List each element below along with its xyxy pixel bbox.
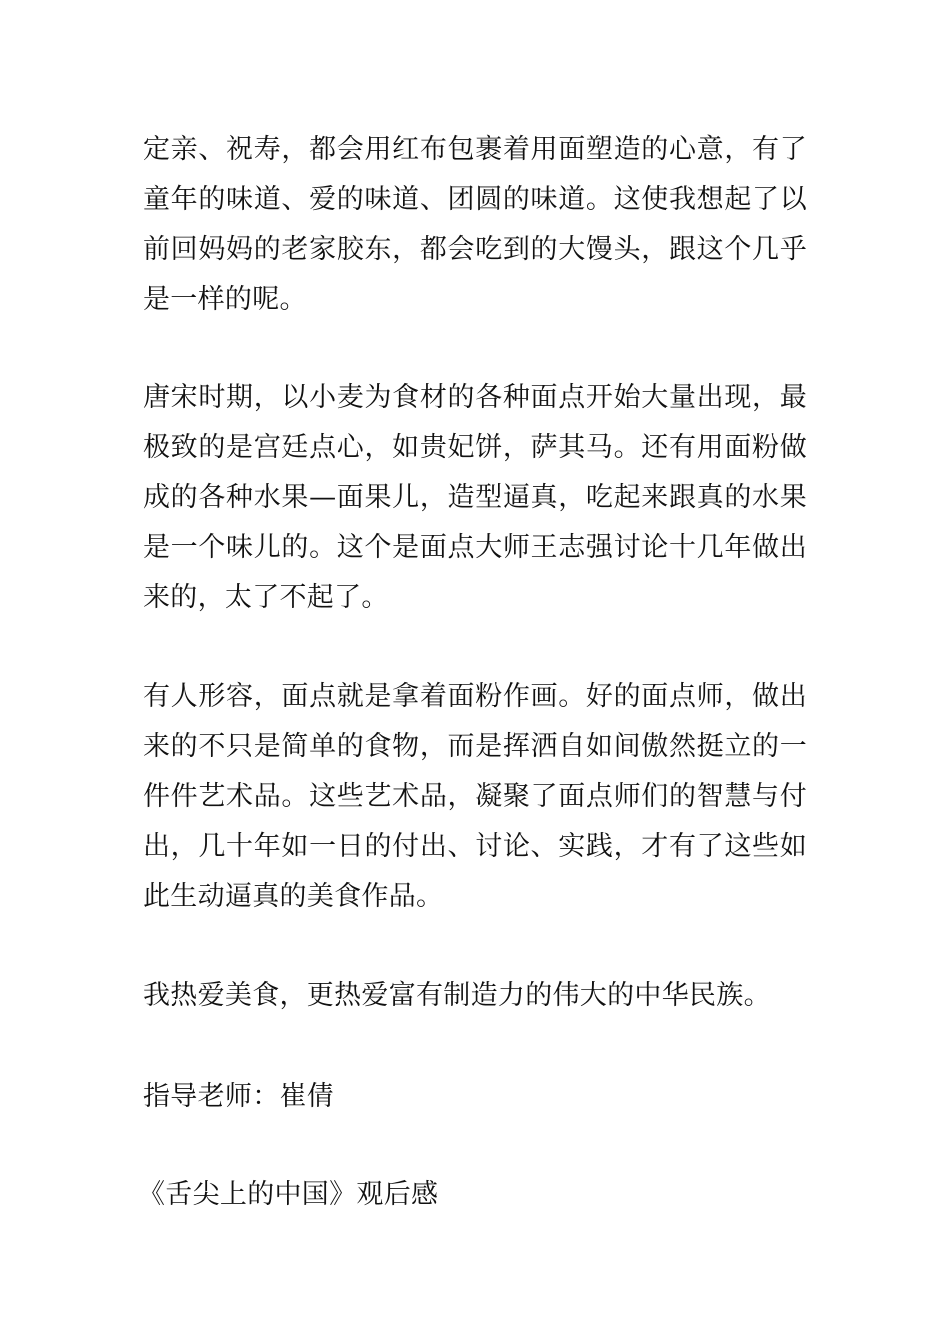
next-article-title: 《舌尖上的中国》观后感 [138, 1179, 439, 1210]
paragraph-2: 唐宋时期，以小麦为食材的各种面点开始大量出现，最极致的是宫廷点心，如贵妃饼，萨其马。还有用面粉做成的各种水果—面果儿，造型逼真，吃起来跟真的水果是一个味儿的。这个是面点大师王志强讨论十几年做出来的，太了不起了。 [143, 382, 807, 613]
paragraph-1: 定亲、祝寿，都会用红布包裹着用面塑造的心意，有了童年的味道、爱的味道、团圆的味道。这使我想起了以前回妈妈的老家胶东，都会吃到的大馒头，跟这个几乎是一样的呢。 [143, 134, 807, 315]
paragraph-3: 有人形容，面点就是拿着面粉作画。好的面点师，做出来的不只是简单的食物，而是挥洒自如间傲然挺立的一件件艺术品。这些艺术品，凝聚了面点师们的智慧与付出，几十年如一日的付出、讨论、实践，才有了这些如此生动逼真的美食作品。 [143, 681, 807, 912]
advisor-line: 指导老师：崔倩 [143, 1081, 335, 1112]
paragraph-4: 我热爱美食，更热爱富有制造力的伟大的中华民族。 [143, 980, 771, 1011]
